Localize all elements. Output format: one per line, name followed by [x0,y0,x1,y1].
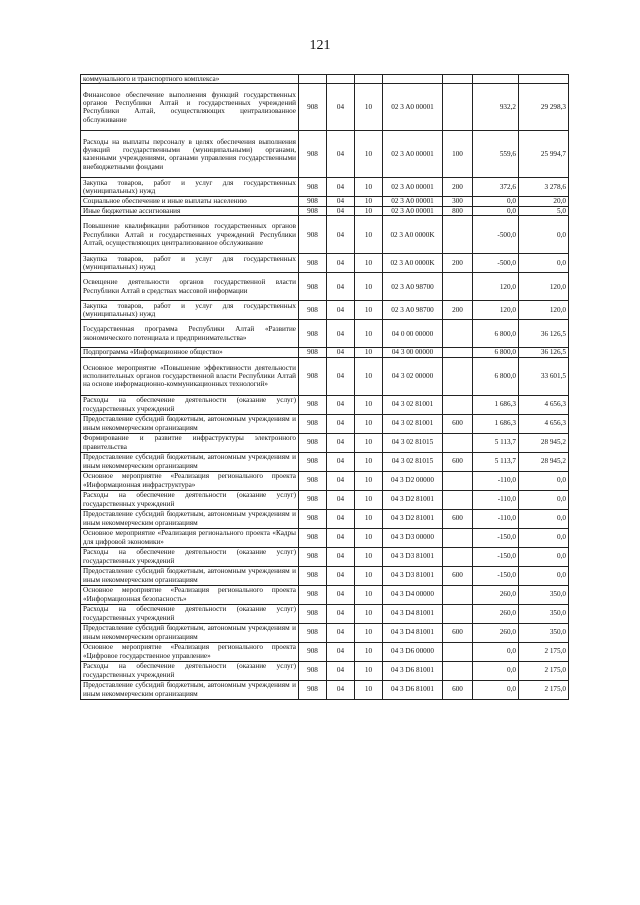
section-cell: 04 [327,273,355,301]
target-article-cell: 04 3 02 00000 [383,357,443,395]
subsection-cell: 10 [355,509,383,528]
expense-type-cell: 600 [443,509,473,528]
table-row [81,623,569,642]
subsection-cell: 10 [355,433,383,452]
total-amount-cell: 2 175,0 [519,661,569,680]
row-name-cell: Предоставление субсидий бюджетным, автономным учреждениям и иным некоммерческим организациям [81,566,299,585]
row-name-cell: Расходы на обеспечение деятельности (оказание услуг) государственных учреждений [81,490,299,509]
expense-type-cell: 300 [443,197,473,206]
table-row [81,273,569,301]
total-amount-cell: 2 175,0 [519,642,569,661]
section-cell: 04 [327,661,355,680]
table-row [81,509,569,528]
ministry-code-cell: 908 [299,197,327,206]
section-cell: 04 [327,566,355,585]
row-name-cell: Расходы на выплаты персоналу в целях обеспечения выполнения функций государственными (муниципальными) органами, казенными учреждениями, органами управления государственными внебюджетными фондами [81,131,299,178]
row-name-cell: Основное мероприятие «Реализация регионального проекта «Информационная инфраструктура» [81,471,299,490]
ministry-code-cell: 908 [299,509,327,528]
target-article-cell: 02 3 A0 00001 [383,206,443,215]
ministry-code-cell: 908 [299,178,327,197]
expense-type-cell: 200 [443,254,473,273]
expense-type-cell: 600 [443,452,473,471]
subsection-cell [355,75,383,84]
ministry-code-cell: 908 [299,528,327,547]
target-article-cell: 04 3 D6 81001 [383,680,443,699]
row-name-cell: Иные бюджетные ассигнования [81,206,299,215]
change-amount-cell: 0,0 [473,661,519,680]
ministry-code-cell: 908 [299,452,327,471]
section-cell: 04 [327,254,355,273]
section-cell: 04 [327,131,355,178]
total-amount-cell: 120,0 [519,273,569,301]
table-row [81,348,569,357]
table-row [81,320,569,348]
table-row [81,490,569,509]
row-name-cell: Освещение деятельности органов государственной власти Республики Алтай в средствах массовой информации [81,273,299,301]
table-row [81,75,569,84]
total-amount-cell: 33 601,5 [519,357,569,395]
subsection-cell: 10 [355,216,383,254]
change-amount-cell: 5 113,7 [473,433,519,452]
table-row [81,395,569,414]
table-row [81,357,569,395]
row-name-cell: Основное мероприятие «Реализация регионального проекта «Цифровое государственное управление» [81,642,299,661]
total-amount-cell: 0,0 [519,254,569,273]
row-name-cell: Предоставление субсидий бюджетным, автономным учреждениям и иным некоммерческим организациям [81,509,299,528]
ministry-code-cell: 908 [299,254,327,273]
section-cell: 04 [327,197,355,206]
change-amount-cell: 6 800,0 [473,357,519,395]
total-amount-cell: 5,0 [519,206,569,215]
expense-type-cell [443,547,473,566]
section-cell: 04 [327,528,355,547]
section-cell: 04 [327,357,355,395]
subsection-cell: 10 [355,348,383,357]
change-amount-cell: -150,0 [473,547,519,566]
change-amount-cell: -110,0 [473,471,519,490]
table-row [81,471,569,490]
ministry-code-cell [299,75,327,84]
target-article-cell: 04 0 00 00000 [383,320,443,348]
target-article-cell: 04 3 D4 00000 [383,585,443,604]
change-amount-cell: -110,0 [473,490,519,509]
row-name-cell: Предоставление субсидий бюджетным, автономным учреждениям и иным некоммерческим организациям [81,452,299,471]
target-article-cell: 04 3 02 81001 [383,414,443,433]
section-cell: 04 [327,585,355,604]
subsection-cell: 10 [355,623,383,642]
target-article-cell: 02 3 A0 0000K [383,254,443,273]
ministry-code-cell: 908 [299,604,327,623]
section-cell: 04 [327,604,355,623]
total-amount-cell: 36 126,5 [519,348,569,357]
expense-type-cell [443,216,473,254]
row-name-cell: Расходы на обеспечение деятельности (оказание услуг) государственных учреждений [81,661,299,680]
row-name-cell: Подпрограмма «Информационное общество» [81,348,299,357]
section-cell: 04 [327,301,355,320]
expense-type-cell: 200 [443,178,473,197]
ministry-code-cell: 908 [299,642,327,661]
table-row [81,254,569,273]
target-article-cell: 04 3 D3 00000 [383,528,443,547]
section-cell: 04 [327,680,355,699]
total-amount-cell: 2 175,0 [519,680,569,699]
row-name-cell: Повышение квалификации работников государственных органов Республики Алтай и государственных учреждений Республики Алтай, осуществляющих централизованное обслуживание [81,216,299,254]
subsection-cell: 10 [355,452,383,471]
total-amount-cell: 0,0 [519,547,569,566]
target-article-cell: 04 3 D6 81001 [383,661,443,680]
subsection-cell: 10 [355,84,383,131]
section-cell: 04 [327,216,355,254]
row-name-cell: Расходы на обеспечение деятельности (оказание услуг) государственных учреждений [81,395,299,414]
total-amount-cell: 28 945,2 [519,452,569,471]
row-name-cell: Предоставление субсидий бюджетным, автономным учреждениям и иным некоммерческим организациям [81,414,299,433]
total-amount-cell: 350,0 [519,585,569,604]
subsection-cell: 10 [355,395,383,414]
subsection-cell: 10 [355,471,383,490]
section-cell: 04 [327,623,355,642]
target-article-cell: 04 3 D2 81001 [383,490,443,509]
budget-table-body [81,75,569,700]
ministry-code-cell: 908 [299,623,327,642]
section-cell: 04 [327,433,355,452]
row-name-cell: Основное мероприятие «Реализация регионального проекта «Информационная безопасность» [81,585,299,604]
expense-type-cell [443,471,473,490]
subsection-cell: 10 [355,490,383,509]
row-name-cell: Закупка товаров, работ и услуг для государственных (муниципальных) нужд [81,254,299,273]
total-amount-cell: 36 126,5 [519,320,569,348]
table-row [81,566,569,585]
section-cell: 04 [327,414,355,433]
target-article-cell: 04 3 02 81015 [383,452,443,471]
ministry-code-cell: 908 [299,84,327,131]
ministry-code-cell: 908 [299,471,327,490]
subsection-cell: 10 [355,642,383,661]
row-name-cell: Предоставление субсидий бюджетным, автономным учреждениям и иным некоммерческим организациям [81,623,299,642]
total-amount-cell: 0,0 [519,566,569,585]
target-article-cell: 04 3 02 81001 [383,395,443,414]
subsection-cell: 10 [355,414,383,433]
page-number: 121 [309,38,331,53]
section-cell [327,75,355,84]
row-name-cell: Закупка товаров, работ и услуг для государственных (муниципальных) нужд [81,301,299,320]
ministry-code-cell: 908 [299,131,327,178]
section-cell: 04 [327,348,355,357]
subsection-cell: 10 [355,178,383,197]
target-article-cell: 04 3 D3 81001 [383,566,443,585]
total-amount-cell: 350,0 [519,623,569,642]
total-amount-cell: 4 656,3 [519,414,569,433]
subsection-cell: 10 [355,566,383,585]
row-name-cell: Расходы на обеспечение деятельности (оказание услуг) государственных учреждений [81,604,299,623]
change-amount-cell: 6 800,0 [473,348,519,357]
ministry-code-cell: 908 [299,216,327,254]
subsection-cell: 10 [355,547,383,566]
ministry-code-cell: 908 [299,433,327,452]
target-article-cell: 04 3 D2 81001 [383,509,443,528]
row-name-cell: Социальное обеспечение и иные выплаты населению [81,197,299,206]
ministry-code-cell: 908 [299,566,327,585]
table-row [81,197,569,206]
section-cell: 04 [327,547,355,566]
ministry-code-cell: 908 [299,490,327,509]
table-row [81,604,569,623]
change-amount-cell: 1 686,3 [473,395,519,414]
subsection-cell: 10 [355,254,383,273]
ministry-code-cell: 908 [299,395,327,414]
section-cell: 04 [327,84,355,131]
total-amount-cell: 0,0 [519,528,569,547]
table-row [81,528,569,547]
expense-type-cell [443,75,473,84]
expense-type-cell [443,320,473,348]
subsection-cell: 10 [355,357,383,395]
table-row [81,642,569,661]
change-amount-cell: 1 686,3 [473,414,519,433]
total-amount-cell: 4 656,3 [519,395,569,414]
section-cell: 04 [327,206,355,215]
target-article-cell: 02 3 A0 00001 [383,197,443,206]
row-name-cell: Основное мероприятие «Реализация регионального проекта «Кадры для цифровой экономики» [81,528,299,547]
change-amount-cell: 120,0 [473,301,519,320]
expense-type-cell: 600 [443,566,473,585]
section-cell: 04 [327,642,355,661]
table-row [81,452,569,471]
section-cell: 04 [327,395,355,414]
target-article-cell: 02 3 A0 00001 [383,131,443,178]
section-cell: 04 [327,471,355,490]
subsection-cell: 10 [355,528,383,547]
expense-type-cell [443,84,473,131]
expense-type-cell [443,585,473,604]
total-amount-cell [519,75,569,84]
change-amount-cell [473,75,519,84]
total-amount-cell: 20,0 [519,197,569,206]
ministry-code-cell: 908 [299,320,327,348]
table-row [81,661,569,680]
section-cell: 04 [327,178,355,197]
change-amount-cell: -110,0 [473,509,519,528]
target-article-cell: 04 3 D2 00000 [383,471,443,490]
change-amount-cell: 0,0 [473,680,519,699]
row-name-cell: коммунального и транспортного комплекса» [81,75,299,84]
row-name-cell: Финансовое обеспечение выполнения функций государственных органов Республики Алтай и государственных учреждений Республики Алтай, осуществляющих централизованное обслуживание [81,84,299,131]
target-article-cell: 04 3 00 00000 [383,348,443,357]
expense-type-cell [443,273,473,301]
expense-type-cell: 800 [443,206,473,215]
expense-type-cell [443,490,473,509]
change-amount-cell: 260,0 [473,585,519,604]
table-row [81,206,569,215]
change-amount-cell: -150,0 [473,566,519,585]
change-amount-cell: 120,0 [473,273,519,301]
change-amount-cell: 5 113,7 [473,452,519,471]
total-amount-cell: 25 994,7 [519,131,569,178]
section-cell: 04 [327,509,355,528]
row-name-cell: Государственная программа Республики Алтай «Развитие экономического потенциала и предпринимательства» [81,320,299,348]
total-amount-cell: 28 945,2 [519,433,569,452]
table-row [81,301,569,320]
table-row [81,680,569,699]
expense-type-cell [443,604,473,623]
total-amount-cell: 3 278,6 [519,178,569,197]
ministry-code-cell: 908 [299,273,327,301]
target-article-cell: 04 3 D4 81001 [383,604,443,623]
ministry-code-cell: 908 [299,301,327,320]
ministry-code-cell: 908 [299,348,327,357]
ministry-code-cell: 908 [299,414,327,433]
target-article-cell: 04 3 D6 00000 [383,642,443,661]
total-amount-cell: 0,0 [519,509,569,528]
target-article-cell: 04 3 D3 81001 [383,547,443,566]
change-amount-cell: 932,2 [473,84,519,131]
change-amount-cell: 260,0 [473,604,519,623]
change-amount-cell: 559,6 [473,131,519,178]
target-article-cell: 04 3 02 81015 [383,433,443,452]
ministry-code-cell: 908 [299,585,327,604]
expense-type-cell: 100 [443,131,473,178]
row-name-cell: Расходы на обеспечение деятельности (оказание услуг) государственных учреждений [81,547,299,566]
ministry-code-cell: 908 [299,206,327,215]
ministry-code-cell: 908 [299,661,327,680]
subsection-cell: 10 [355,661,383,680]
expense-type-cell: 600 [443,680,473,699]
target-article-cell: 02 3 A0 0000K [383,216,443,254]
expense-type-cell [443,395,473,414]
table-row [81,414,569,433]
target-article-cell: 02 3 A0 00001 [383,178,443,197]
expense-type-cell [443,528,473,547]
expense-type-cell: 600 [443,414,473,433]
ministry-code-cell: 908 [299,547,327,566]
row-name-cell: Закупка товаров, работ и услуг для государственных (муниципальных) нужд [81,178,299,197]
table-row [81,131,569,178]
section-cell: 04 [327,490,355,509]
expense-type-cell [443,433,473,452]
budget-table [80,74,569,700]
table-row [81,178,569,197]
table-row [81,216,569,254]
table-row [81,547,569,566]
subsection-cell: 10 [355,680,383,699]
subsection-cell: 10 [355,273,383,301]
expense-type-cell [443,357,473,395]
change-amount-cell: -500,0 [473,216,519,254]
target-article-cell: 02 3 A0 98700 [383,301,443,320]
expense-type-cell: 600 [443,623,473,642]
subsection-cell: 10 [355,301,383,320]
change-amount-cell: 0,0 [473,642,519,661]
change-amount-cell: 372,6 [473,178,519,197]
subsection-cell: 10 [355,604,383,623]
table-row [81,433,569,452]
subsection-cell: 10 [355,131,383,178]
expense-type-cell [443,642,473,661]
change-amount-cell: 0,0 [473,206,519,215]
total-amount-cell: 350,0 [519,604,569,623]
row-name-cell: Предоставление субсидий бюджетным, автономным учреждениям и иным некоммерческим организациям [81,680,299,699]
change-amount-cell: -150,0 [473,528,519,547]
subsection-cell: 10 [355,585,383,604]
expense-type-cell [443,348,473,357]
total-amount-cell: 0,0 [519,490,569,509]
row-name-cell: Формирование и развитие инфраструктуры электронного правительства [81,433,299,452]
row-name-cell: Основное мероприятие «Повышение эффективности деятельности исполнительных органов государственной власти Республики Алтай на основе информационно-коммуникационных технологий» [81,357,299,395]
target-article-cell [383,75,443,84]
ministry-code-cell: 908 [299,357,327,395]
total-amount-cell: 0,0 [519,216,569,254]
ministry-code-cell: 908 [299,680,327,699]
expense-type-cell: 200 [443,301,473,320]
target-article-cell: 02 3 A0 00001 [383,84,443,131]
change-amount-cell: -500,0 [473,254,519,273]
target-article-cell: 02 3 A0 98700 [383,273,443,301]
change-amount-cell: 260,0 [473,623,519,642]
section-cell: 04 [327,452,355,471]
subsection-cell: 10 [355,320,383,348]
table-row [81,84,569,131]
target-article-cell: 04 3 D4 81001 [383,623,443,642]
change-amount-cell: 6 800,0 [473,320,519,348]
subsection-cell: 10 [355,206,383,215]
subsection-cell: 10 [355,197,383,206]
total-amount-cell: 0,0 [519,471,569,490]
total-amount-cell: 29 298,3 [519,84,569,131]
expense-type-cell [443,661,473,680]
total-amount-cell: 120,0 [519,301,569,320]
section-cell: 04 [327,320,355,348]
change-amount-cell: 0,0 [473,197,519,206]
table-row [81,585,569,604]
